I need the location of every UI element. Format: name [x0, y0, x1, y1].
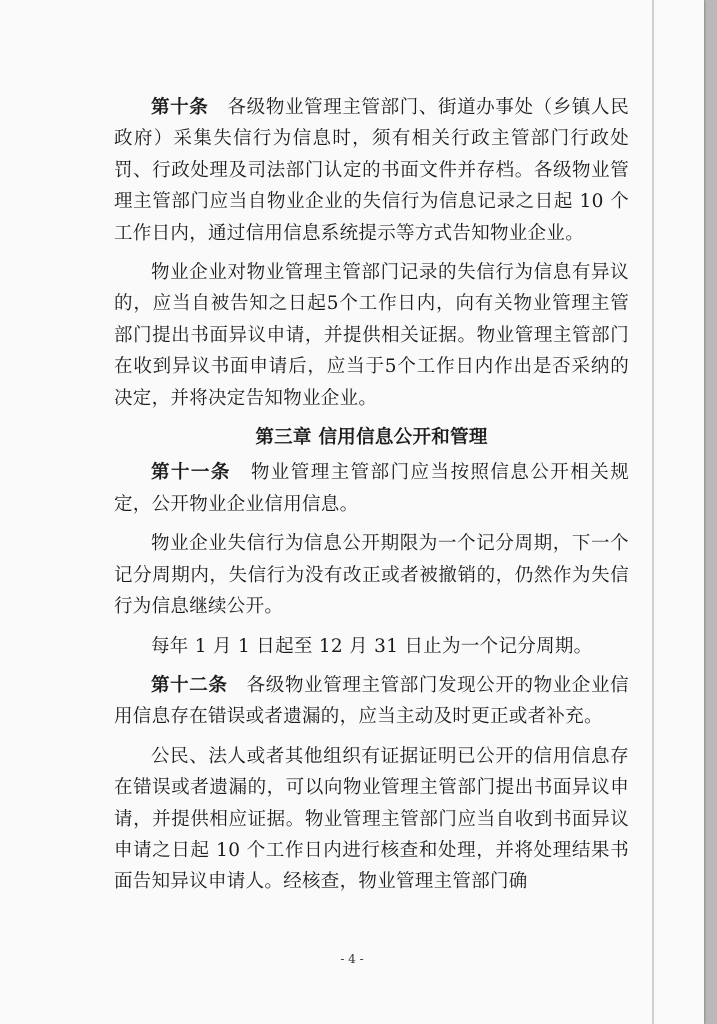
paragraph-text: 物业管理主管部门应当按照信息公开相关规定，公开物业企业信用信息。 [114, 462, 629, 515]
paragraph-text: 各级物业管理主管部门、街道办事处（乡镇人民政府）采集失信行为信息时，须有相关行政主管部门行政处罚、行政处理及司法部门认定的书面文件并存档。各级物业管理主管部门应当自物业企业的失信行为信息记录之日起 10 个工作日内，通过信用信息系统提示等方式告知物业企业。 [114, 97, 629, 244]
chapter-title: 第三章 信用信息公开和管理 [255, 427, 488, 449]
article-heading: 第十二条 [151, 674, 228, 696]
paragraph-text: 物业企业对物业管理主管部门记录的失信行为信息有异议的，应当自被告知之日起5个工作日内，向有关物业管理主管部门提出书面异议申请，并提供相关证据。物业管理主管部门在收到异议书面申请后，应当于5个工作日内作出是否采纳的决定，并将决定告知物业企业。 [114, 262, 629, 409]
paragraph-text: 各级物业管理主管部门发现公开的物业企业信用信息存在错误或者遗漏的，应当主动及时更正或者补充。 [114, 674, 629, 728]
paragraph-objection [114, 257, 629, 414]
paragraph-article-11 [114, 457, 629, 520]
paragraph-disclosure-period [114, 528, 629, 622]
paragraph-public-objection [114, 741, 629, 898]
paragraph-article-10 [114, 92, 629, 249]
paragraph-scoring-cycle [114, 631, 629, 662]
article-heading: 第十一条 [151, 462, 231, 484]
paragraph-text: 每年 1 月 1 日起至 12 月 31 日止为一个记分周期。 [151, 635, 593, 657]
article-heading: 第十条 [151, 97, 209, 118]
document-body [114, 92, 629, 906]
page-number: - 4 - [340, 952, 364, 966]
paragraph-text: 公民、法人或者其他组织有证据证明已公开的信用信息存在错误或者遗漏的，可以向物业管理主管部门提出书面异议申请，并提供相应证据。物业管理主管部门应当自收到书面异议申请之日起 10 个工作日内进行核查和处理，并将处理结果书面告知异议申请人。经核查，物业管理主管部门确 [114, 745, 629, 893]
paragraph-text: 物业企业失信行为信息公开期限为一个记分周期，下一个记分周期内，失信行为没有改正或者被撤销的，仍然作为失信行为信息继续公开。 [114, 533, 629, 618]
paragraph-article-12 [114, 670, 629, 733]
page-fold-edge [652, 0, 654, 1024]
